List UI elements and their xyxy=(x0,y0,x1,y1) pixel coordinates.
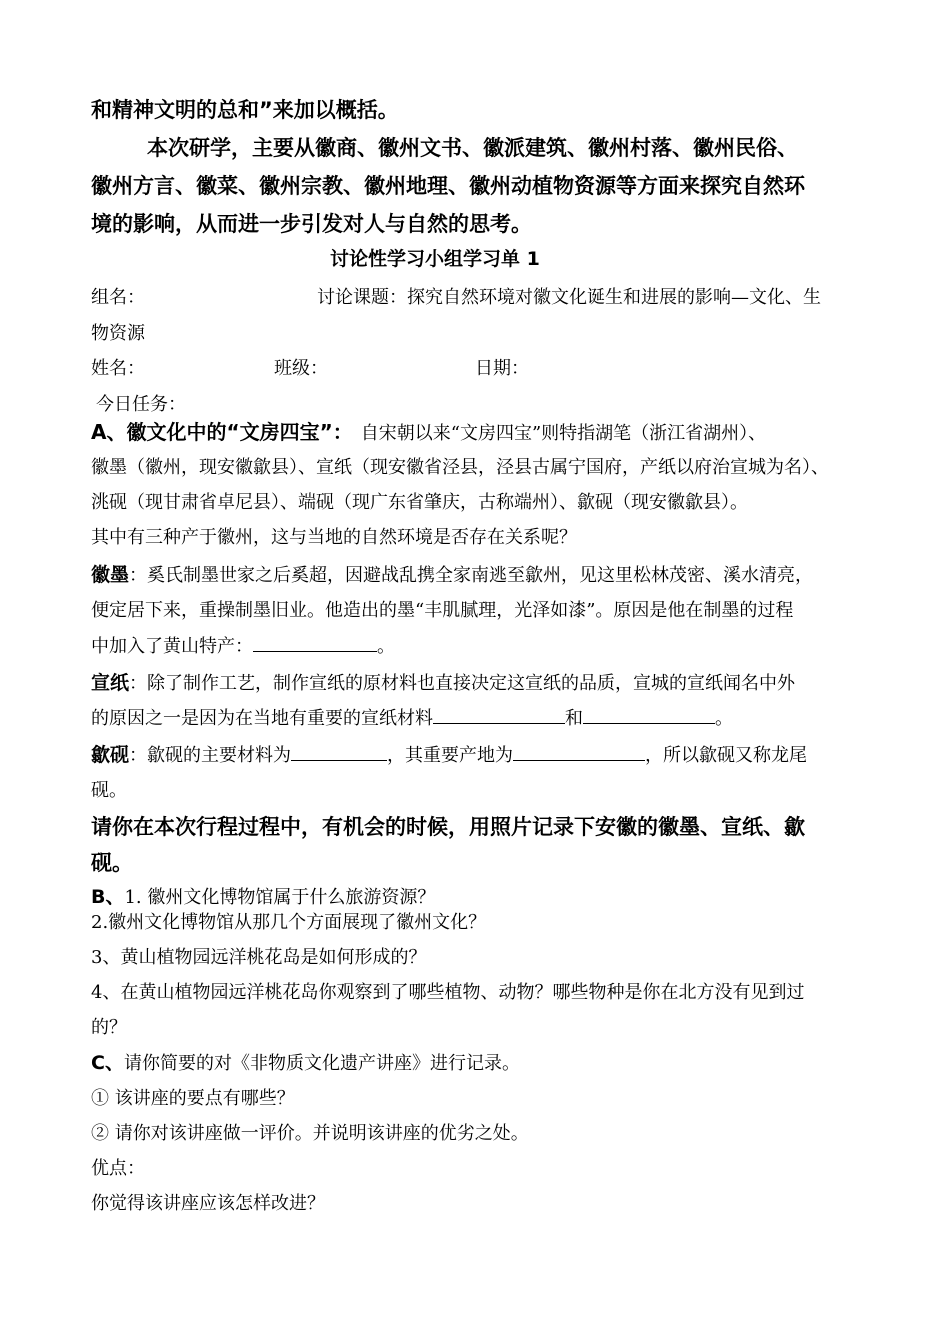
section-c-improve: 你觉得该讲座应该怎样改进？ xyxy=(91,1193,325,1214)
section-b-q3: 3、黄山植物园远洋桃花岛是如何形成的？ xyxy=(91,947,427,968)
section-b-q1-line xyxy=(91,885,435,910)
section-a-question: 其中有三种产于徽州，这与当地的自然环境是否存在关系呢？ xyxy=(91,527,577,548)
huimo-end: 。 xyxy=(377,636,395,657)
xuanzhi-material-blank-2[interactable] xyxy=(583,707,715,724)
sheyan-text-c: ，所以歙砚又称龙尾 xyxy=(645,745,808,766)
sheyan-label: 歙砚 xyxy=(91,744,130,766)
date-label: 日期： xyxy=(475,358,529,379)
section-c-label: C、 xyxy=(91,1052,124,1074)
section-a-line-2: 徽墨（徽州，现安徽歙县）、宣纸（现安徽省泾县，泾县古属宁国府，产纸以府治宣城为名）、 xyxy=(91,457,829,478)
sheyan-line-1 xyxy=(91,743,807,768)
xuanzhi-line-1 xyxy=(91,671,795,696)
today-task-label: 今日任务： xyxy=(96,394,186,415)
group-name-label: 组名： xyxy=(91,287,145,308)
section-c-item-2: ② 请你对该讲座做一评价。并说明该讲座的优劣之处。 xyxy=(91,1123,529,1144)
photo-task-line-1: 请你在本次行程过程中，有机会的时候，用照片记录下安徽的徽墨、宣纸、歙 xyxy=(91,815,805,839)
sheyan-text-a: ：歙砚的主要材料为 xyxy=(129,745,292,766)
class-label: 班级： xyxy=(274,358,328,379)
section-c-pros: 优点： xyxy=(91,1158,145,1179)
section-a-line-3: 洮砚（现甘肃省卓尼县）、端砚（现广东省肇庆，古称端州）、歙砚（现安徽歙县）。 xyxy=(91,492,748,513)
section-b-q4-line-1: 4、在黄山植物园远洋桃花岛你观察到了哪些植物、动物？哪些物种是你在北方没有见到过 xyxy=(91,982,805,1003)
discussion-topic-line-1: 讨论课题：探究自然环境对徽文化诞生和进展的影响—文化、生 xyxy=(317,287,821,308)
name-label: 姓名： xyxy=(91,358,145,379)
worksheet-title: 讨论性学习小组学习单 1 xyxy=(330,248,540,270)
xuanzhi-label: 宣纸 xyxy=(91,672,130,694)
huimo-text-1: ：奚氏制墨世家之后奚超，因避战乱携全家南逃至歙州，见这里松林茂密、溪水清亮， xyxy=(129,565,814,586)
intro-line-1: 和精神文明的总和”来加以概括。 xyxy=(91,98,399,122)
sheyan-material-blank[interactable] xyxy=(291,744,387,761)
section-a-heading: A、徽文化中的“文房四宝”： xyxy=(91,420,353,444)
xuanzhi-text-1: ：除了制作工艺，制作宣纸的原材料也直接决定这宣纸的品质，宣城的宣纸闻名中外 xyxy=(129,673,796,694)
intro-line-4: 境的影响，从而进一步引发对人与自然的思考。 xyxy=(91,212,532,236)
xuanzhi-text-2: 的原因之一是因为在当地有重要的宣纸材料 xyxy=(91,708,433,729)
huimo-line-2: 便定居下来，重操制墨旧业。他造出的墨“丰肌腻理，光泽如漆”。原因是他在制墨的过程 xyxy=(91,600,794,621)
huimo-text-3: 中加入了黄山特产： xyxy=(91,636,253,657)
xuanzhi-end: 。 xyxy=(715,708,733,729)
xuanzhi-material-blank-1[interactable] xyxy=(433,707,565,724)
section-b-label: B、 xyxy=(91,886,125,908)
section-a-intro: 自宋朝以来“文房四宝”则特指湖笔（浙江省湖州）、 xyxy=(360,423,767,444)
sheyan-line-2: 砚。 xyxy=(91,780,127,801)
huimo-line-1 xyxy=(91,563,813,588)
huimo-answer-blank[interactable] xyxy=(253,635,377,652)
section-c-item-1: ① 该讲座的要点有哪些？ xyxy=(91,1088,295,1109)
section-b-q1: 1. 徽州文化博物馆属于什么旅游资源？ xyxy=(124,887,436,908)
discussion-topic-line-2: 物资源 xyxy=(91,323,145,344)
section-b-q2: 2.徽州文化博物馆从那几个方面展现了徽州文化？ xyxy=(91,912,487,933)
section-a-line-1 xyxy=(91,420,766,446)
section-b-q4-line-2: 的？ xyxy=(91,1017,127,1038)
intro-line-2: 本次研学，主要从徽商、徽州文书、徽派建筑、徽州村落、徽州民俗、 xyxy=(147,136,798,160)
intro-line-3: 徽州方言、徽菜、徽州宗教、徽州地理、徽州动植物资源等方面来探究自然环 xyxy=(91,174,805,198)
section-c-prompt: 请你简要的对《非物质文化遗产讲座》进行记录。 xyxy=(123,1053,520,1074)
xuanzhi-and: 和 xyxy=(565,708,583,729)
huimo-label: 徽墨 xyxy=(91,564,130,586)
section-c-prompt-line xyxy=(91,1051,520,1076)
xuanzhi-line-2 xyxy=(91,707,733,731)
sheyan-text-b: ，其重要产地为 xyxy=(387,745,514,766)
photo-task-line-2: 砚。 xyxy=(91,851,133,875)
sheyan-origin-blank[interactable] xyxy=(513,744,645,761)
huimo-line-3 xyxy=(91,635,395,659)
